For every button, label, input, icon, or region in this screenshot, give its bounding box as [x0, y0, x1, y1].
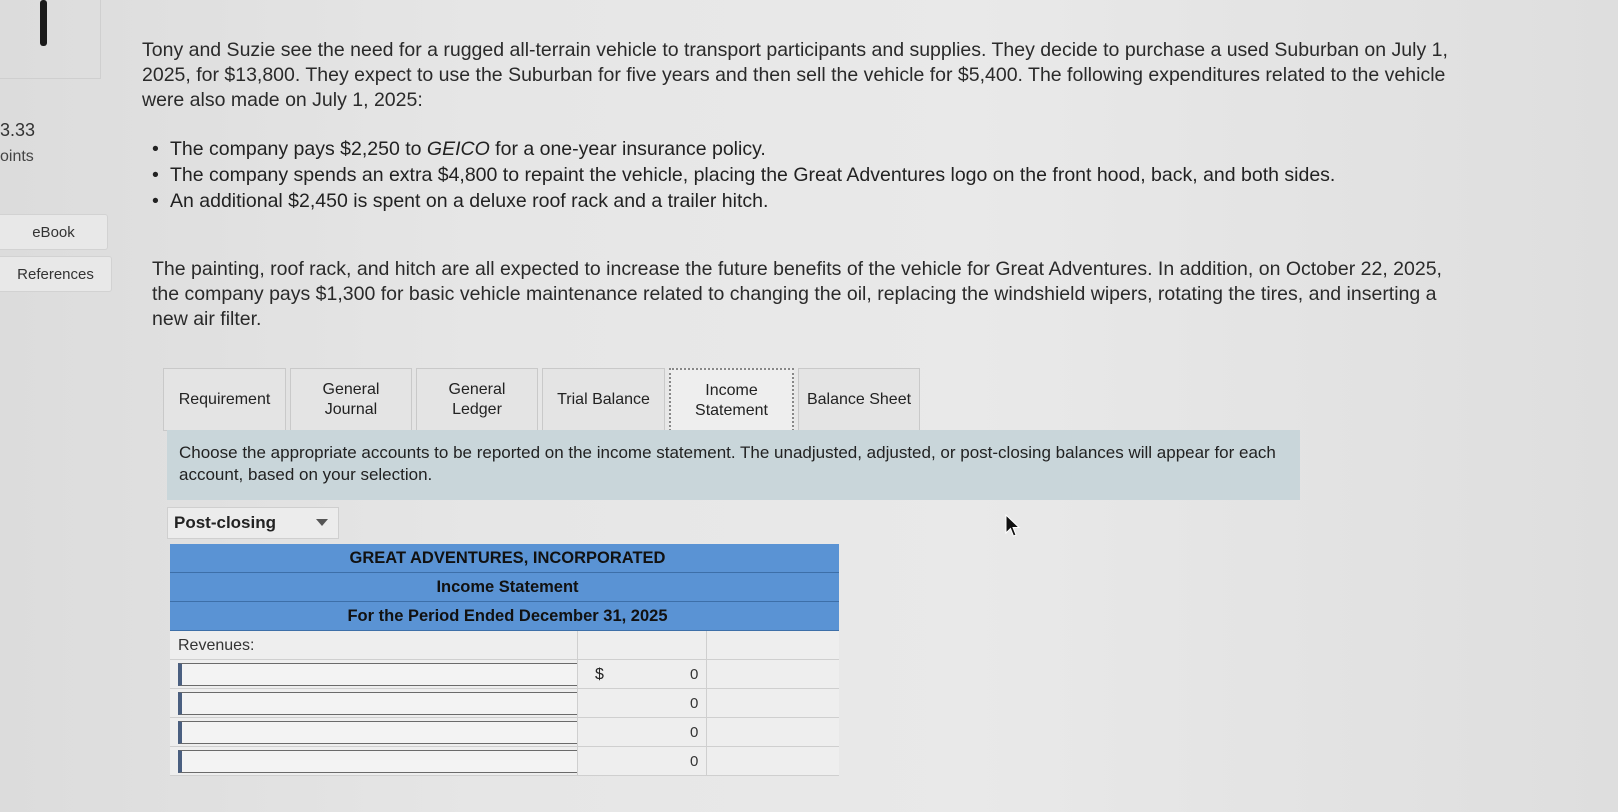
references-button[interactable]: References [0, 256, 112, 292]
list-item: • An additional $2,450 is spent on a deluxe roof rack and a trailer hitch. [152, 189, 1462, 214]
company-name: GREAT ADVENTURES, INCORPORATED [170, 544, 839, 573]
requirement-tabs [163, 368, 924, 431]
tab-requirement[interactable]: Requirement [163, 368, 286, 431]
points-value: 3.33 [0, 120, 36, 140]
tab-trial-balance[interactable]: Trial Balance [542, 368, 665, 431]
question-intro: Tony and Suzie see the need for a rugged all-terrain vehicle to transport participants and supplies. They decide to purchase a used Suburban on July 1, 2025, for $13,800. They expect to use the Suburban for five years and then sell the vehicle for $5,400. The following expenditures related to the vehicle were also made on July 1, 2025: [142, 39, 1448, 111]
statement-period: For the Period Ended December 31, 2025 [170, 602, 839, 631]
currency-symbol: $ [595, 666, 604, 683]
account-select[interactable] [178, 750, 578, 773]
table-row [170, 747, 839, 776]
income-statement-table [170, 544, 839, 776]
sidebar-top-panel [0, 0, 101, 79]
account-select[interactable] [178, 692, 578, 715]
tab-general-ledger[interactable]: General Ledger [416, 368, 538, 431]
tab-income-statement[interactable]: Income Statement [669, 368, 794, 431]
tab-general-journal[interactable]: General Journal [290, 368, 412, 431]
expenditure-list [152, 137, 1462, 215]
table-row [170, 660, 839, 689]
amount-value: 0 [690, 695, 699, 712]
list-item: • The company pays $2,250 to GEICO for a one-year insurance policy. [152, 137, 1462, 162]
list-item: • The company spends an extra $4,800 to repaint the vehicle, placing the Great Adventures logo on the front hood, back, and both sides. [152, 163, 1462, 188]
scroll-marker [40, 0, 47, 46]
revenues-label: Revenues: [178, 637, 255, 654]
chevron-down-icon [316, 519, 328, 526]
question-closing: The painting, roof rack, and hitch are all expected to increase the future benefits of the vehicle for Great Adventures. In addition, on October 22, 2025, the company pays $1,300 for basic vehicle maintenance related to changing the oil, replacing the windshield wipers, rotating the tires, and inserting a new air filter. [152, 258, 1442, 330]
table-row [170, 718, 839, 747]
account-select[interactable] [178, 663, 578, 686]
account-select[interactable] [178, 721, 578, 744]
amount-value: 0 [690, 753, 699, 770]
table-row [170, 689, 839, 718]
ebook-button[interactable]: eBook [0, 214, 108, 250]
amount-value: 0 [690, 724, 699, 741]
mouse-pointer-icon [1005, 514, 1021, 538]
balance-type-select[interactable] [167, 507, 339, 539]
tab-balance-sheet[interactable]: Balance Sheet [798, 368, 920, 431]
statement-title: Income Statement [170, 573, 839, 602]
points-label: oints [0, 148, 34, 165]
instruction-banner: Choose the appropriate accounts to be reported on the income statement. The unadjusted, adjusted, or post-closing balances will appear for each account, based on your selection. [167, 430, 1300, 500]
amount-value: 0 [690, 666, 699, 683]
balance-type-value: Post-closing [174, 513, 277, 532]
table-row [170, 631, 839, 660]
